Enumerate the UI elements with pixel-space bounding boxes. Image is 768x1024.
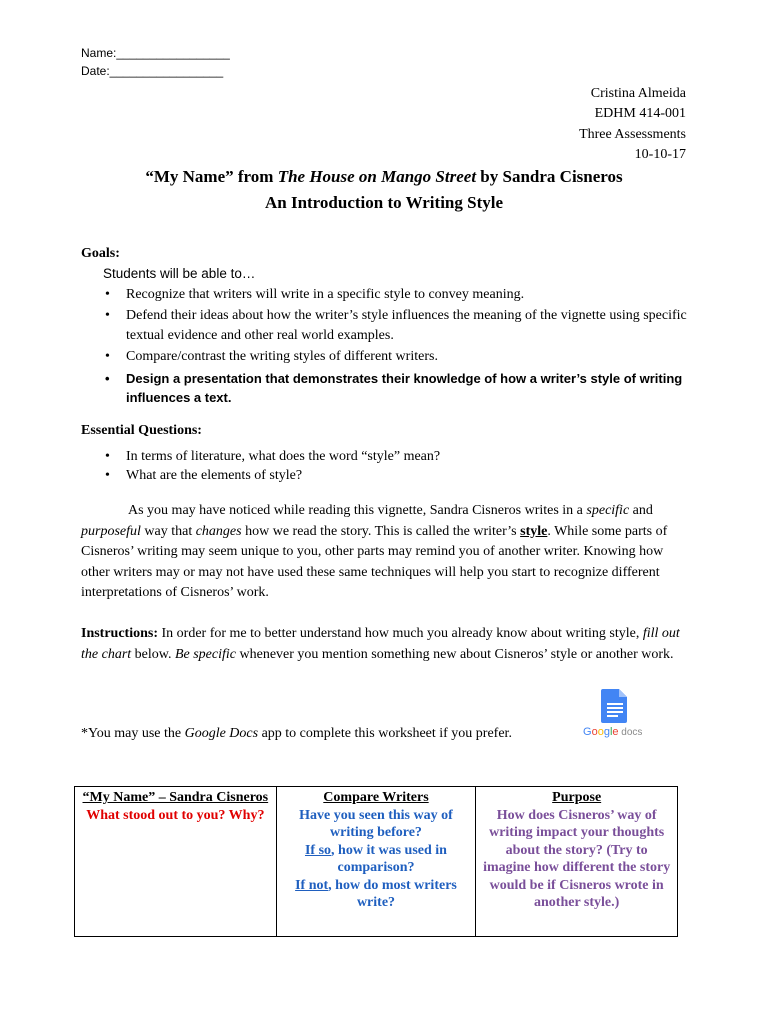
google-docs-logo [582, 686, 648, 738]
column-prompt-purpose: How does Cisneros’ way of writing impact your thoughts about the story? (Try to imagine how different the story would be if Cisneros wrote in another style.) [483, 807, 671, 910]
style-term: style [520, 523, 548, 539]
goals-list [81, 285, 693, 407]
course-code: EDHM 414-001 [594, 106, 686, 122]
date-field[interactable]: Date:_________________ [81, 64, 224, 78]
goal-item: • Recognize that writers will write in a specific style to convey meaning. [81, 285, 693, 306]
instructions-paragraph: Instructions: In order for me to better understand how much you already know about writing style, fill out the chart below. Be specific whenever you mention something new about Cisneros’ style or another work. [81, 626, 680, 662]
essential-questions-heading: Essential Questions: [81, 423, 202, 438]
column-prompt-my-name: What stood out to you? Why? [86, 807, 265, 823]
document-date: 10-10-17 [634, 146, 686, 162]
name-field[interactable]: Name:_________________ [81, 46, 230, 60]
page-title [0, 167, 768, 187]
goal-item: • Compare/contrast the writing styles of different writers. [81, 347, 693, 368]
column-heading-compare: Compare Writers [323, 790, 429, 805]
essential-questions-list [81, 447, 693, 485]
chart-row [75, 787, 678, 937]
title-part-2: by Sandra Cisneros [476, 167, 623, 186]
chart-column-my-name[interactable] [75, 787, 277, 937]
google-docs-logo-text: Google docs [583, 726, 643, 738]
worksheet-chart [74, 786, 678, 937]
author-name: Cristina Almeida [590, 86, 686, 101]
chart-column-compare-writers[interactable] [276, 787, 476, 937]
question-item: • In terms of literature, what does the word “style” mean? [81, 447, 693, 466]
question-item: • What are the elements of style? [81, 466, 693, 485]
chart-column-purpose[interactable] [476, 787, 678, 937]
goal-item: • Design a presentation that demonstrates their knowledge of how a writer’s style of writing influences a text. [81, 369, 693, 407]
goals-intro: Students will be able to… [103, 266, 256, 281]
google-docs-note: *You may use the Google Docs app to complete this worksheet if you prefer. [81, 726, 512, 741]
column-heading-my-name: “My Name” – Sandra Cisneros [82, 790, 269, 805]
intro-paragraph: As you may have noticed while reading this vignette, Sandra Cisneros writes in a specific and purposeful way that changes how we read the story. This is called the writer’s style. While some parts of Cisneros’ writing may seem unique to you, other parts may remind you of another writer. Knowing how other writers may or may not have used these same techniques will help you start to recognize different interpretations of Cisneros’ work. [81, 503, 668, 600]
title-part-1: “My Name” from [145, 167, 278, 186]
page-subtitle: An Introduction to Writing Style [264, 193, 504, 212]
instructions-label: Instructions: [81, 626, 159, 641]
google-docs-icon [582, 686, 648, 738]
goal-item: • Defend their ideas about how the writer’s style influences the meaning of the vignette using specific textual evidence and other real world examples. [81, 306, 693, 347]
author-block [579, 84, 686, 165]
goals-heading: Goals: [81, 246, 120, 261]
title-book: The House on Mango Street [277, 167, 477, 186]
column-heading-purpose: Purpose [552, 790, 602, 805]
column-prompt-compare: Have you seen this way of writing before? If so, how it was used in comparison? If not, how do most writers write? [295, 807, 457, 910]
assignment-name: Three Assessments [579, 126, 686, 142]
